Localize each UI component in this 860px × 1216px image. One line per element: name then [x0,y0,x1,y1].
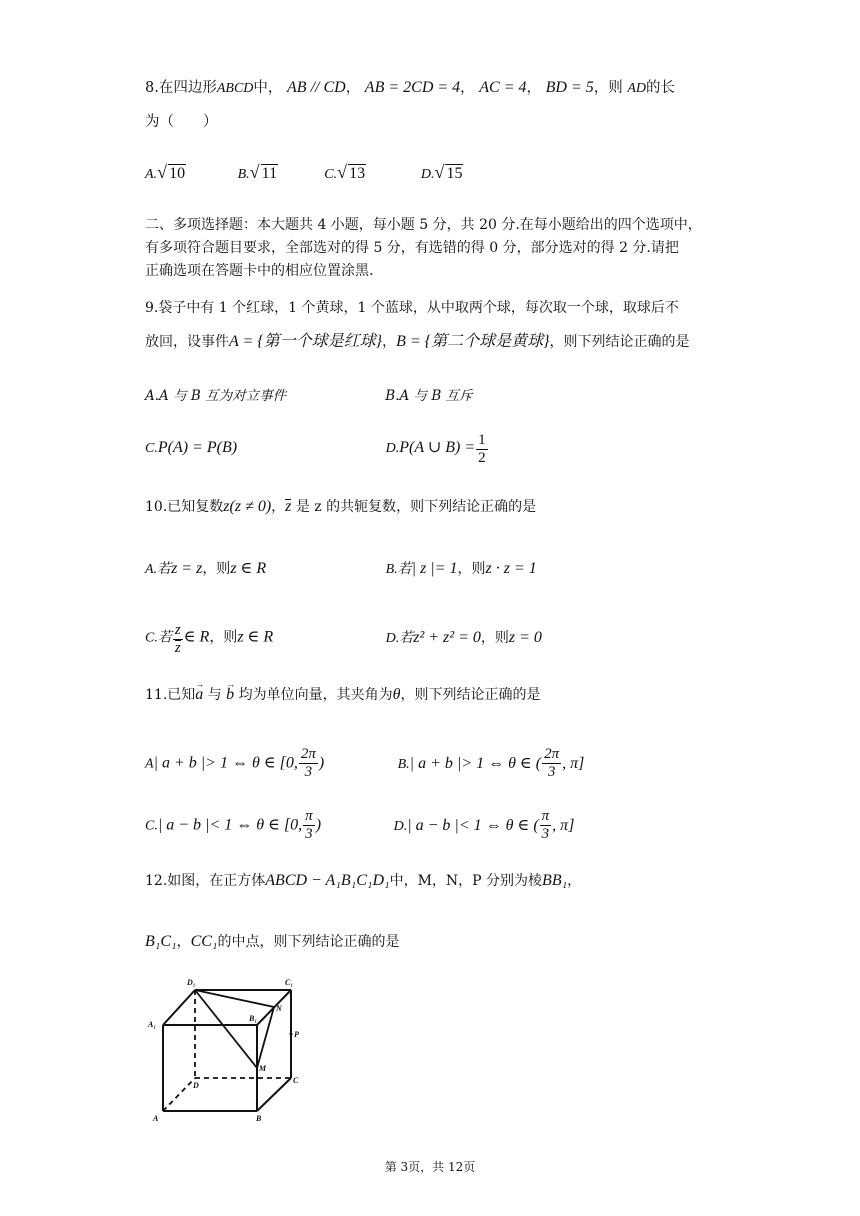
vector-a: a → [195,685,203,705]
q10-option-d-math: z² + z² = 0 [413,628,481,646]
cube-figure [145,975,310,1125]
q12-comma: ， [176,934,191,950]
q9-option-b-text: B.A 与 B 互斥 [385,388,473,404]
fraction-numerator: π [541,808,550,824]
fraction-denominator: 3 [547,764,556,780]
fraction-numerator: π [305,808,313,824]
q11-stem4: ，则下列结论正确的是 [400,687,541,703]
q12-stem2: 中，M，N，P 分别为棱 [389,873,543,889]
q9-option-c[interactable] [145,438,381,459]
q9-option-b[interactable] [385,388,472,404]
q10-option-c-result: z ∈ R [237,628,274,646]
fraction-numerator: 2π [300,746,316,762]
q11-option-b-label: B. [397,756,410,772]
q8-option-c-label: C. [324,167,338,182]
q9-event-a: A = {第一个球是红球} [229,333,383,350]
q8-option-c[interactable] [324,164,416,185]
q11-option-c-text: | a − b |< 1 ⇔ θ ∈ [0, [157,816,303,834]
q12-b1c1: B₁C₁ [145,933,177,950]
q10-option-d-then: ，则 [480,629,509,646]
label-d1: D₁ [187,978,196,987]
q12-cc1: CC₁ [190,933,218,950]
q12-bb1: BB₁ [542,872,568,889]
sqrt-symbol [339,164,366,184]
q11-stem2: 与 [207,687,222,703]
q10-option-c-fraction [173,622,183,657]
q8-option-a-value: 10 [169,165,186,182]
q10-option-a-result: z ∈ R [230,560,267,577]
label-b1: B₁ [249,1014,258,1023]
q11-option-c[interactable] [145,808,389,843]
q11-stem1: 11.已知 [145,687,196,703]
q11-option-b-end: , π] [562,754,585,772]
q10-option-b-label: B.若 [385,562,412,577]
q10-option-b[interactable] [386,561,537,577]
q11-option-d-end: , π] [552,816,575,834]
q9-option-d-fraction [476,432,488,467]
q10-option-a[interactable] [145,559,381,580]
q8-option-c-value: 13 [349,165,366,182]
label-m: M [259,1064,267,1073]
label-d: D [193,1081,199,1090]
q9-option-d[interactable] [385,432,489,466]
q11-options-row2 [145,808,574,843]
q8-line2: 为（ ） [145,114,218,130]
q11-options-row1 [145,746,584,781]
label-c: C [293,1076,299,1085]
edge-a1d1 [163,990,195,1025]
q8-option-b-value: 11 [261,165,278,182]
q8-cond2: AB = 2CD = 4 [364,79,461,96]
q9-line2a: 放回，设事件 [145,334,229,350]
q8-ad: AD [627,81,647,96]
q11-stem3: 均为单位向量，其夹角为 [238,687,393,703]
vector-b: b → [226,685,234,705]
label-a: A [153,1114,159,1123]
fraction-denominator: 3 [304,764,313,780]
section2-line2: 有多项符合题目要求，全部选对的得 5 分，有选错的得 0 分，部分选对的得 2 分.请把 [145,240,679,256]
edge-bc [257,1078,291,1111]
sqrt-symbol [159,164,186,184]
q8-ask2: 的长 [646,80,676,96]
q8-options [145,164,503,185]
q10-options-row1 [145,559,537,580]
q8-option-d[interactable] [421,164,503,185]
fraction-denominator: 2 [478,450,486,466]
q9-option-d-label: D. [385,440,400,456]
label-p: P [294,1030,299,1039]
q10-option-b-math: | z |= 1 [411,560,458,577]
q10-z: z(z ≠ 0) [223,498,272,515]
q11-option-c-label: C. [145,818,158,834]
q8-cond1: AB // CD [287,79,346,96]
q9-event-b: B = {第二个球是黄球} [396,333,550,350]
section2-line3: 正确选项在答题卡中的相应位置涂黑. [145,263,374,279]
label-b: B [256,1114,262,1123]
q10-option-a-math: z = z [171,560,203,577]
q10-zbar: z [285,498,292,515]
q10-options-row2 [145,620,542,655]
q12-line2 [145,932,399,952]
label-a1: A₁ [148,1020,157,1029]
fraction-numerator: 1 [478,432,486,448]
q8-line1: 8.在四边形ABCD中， AB // CD， AB = 2CD = 4， AC = 4， BD = 5，则 AD的长 [145,79,676,96]
q8-ask: ，则 [593,80,623,96]
q8-option-a[interactable] [145,164,233,185]
point-p [290,1033,293,1036]
q8-zh: 中， [253,80,283,96]
q10-option-a-then: ，则 [202,561,231,577]
q10-option-d-label: D.若 [385,630,414,646]
q11-option-d[interactable] [393,808,575,842]
q11-option-d-fraction [540,808,552,843]
q9-options-row1 [145,386,473,406]
q10-option-c[interactable] [145,620,381,655]
edge-ad-hidden [163,1078,195,1111]
sqrt-symbol [436,164,463,184]
label-n: N [276,1004,282,1013]
q10-option-c-label: C.若 [145,630,172,646]
sqrt-symbol [252,164,278,184]
q10-line1: 10.已知复数z(z ≠ 0)，z 是 z 的共轭复数，则下列结论正确的是 [145,498,537,515]
q12-cube: ABCD − A₁B₁C₁D₁ [265,872,390,889]
q8-cond3: AC = 4 [479,79,527,96]
q8-option-b-label: B. [237,167,250,182]
q8-option-a-label: A. [145,167,158,182]
q11-option-d-text: | a − b |< 1 ⇔ θ ∈ ( [407,816,539,834]
q8-cond4: BD = 5 [545,79,594,96]
q11-option-c-end: ) [315,816,322,834]
q8-quad: ABCD [216,81,254,96]
q11-option-c-fraction [303,808,315,843]
q8-stem: 8.在四边形 [145,80,217,96]
q10-stem2: 是 z 的共轭复数，则下列结论正确的是 [295,499,537,515]
q8-option-d-value: 15 [446,165,463,182]
q10-option-d[interactable] [386,630,542,646]
q9-option-a-text: A.A 与 B 互为对立事件 [145,388,287,404]
q10-option-b-then: ，则 [457,561,486,577]
q12-stem1: 12.如图，在正方体 [145,873,266,889]
q9-line2b: ，则下列结论正确的是 [549,334,690,350]
q8-option-d-label: D. [420,167,435,182]
q10-option-b-result: z · z = 1 [485,560,537,577]
page-footer: 第 3页，共 12页 [384,1160,476,1174]
q11-option-b-fraction [542,746,561,781]
fraction-numerator: 2π [544,746,560,762]
q9-option-a[interactable] [145,386,381,406]
q9-option-c-text: P(A) = P(B) [157,438,238,456]
q10-stem1: 10.已知复数 [145,499,224,515]
q10-option-d-result: z = 0 [508,628,542,646]
q12-line2-text: 的中点，则下列结论正确的是 [217,934,400,950]
q9-option-d-text: P(A ∪ B) = [399,438,476,456]
q9-options-row2 [145,430,489,465]
q10-option-c-in: ∈ R [183,628,210,646]
q10-option-a-label: A.若 [145,562,172,577]
q11-option-a-fraction [299,746,318,781]
q9-line1: 9.袋子中有 1 个红球，1 个黄球，1 个蓝球，从中取两个球，每次取一个球，取球后不 [145,300,679,316]
fraction-denominator: z [174,640,181,656]
q10-option-c-then: ，则 [209,629,238,646]
fraction-denominator: 3 [305,826,313,842]
q11-option-d-label: D. [393,818,408,834]
q11-option-a-label: A [145,756,154,772]
q9-option-c-label: C. [145,440,158,456]
q11-theta: θ [392,686,401,703]
q11-option-a[interactable] [145,746,393,781]
q11-option-a-text: | a + b |> 1 ⇔ θ ∈ [0, [153,754,298,772]
q11-option-a-end: ) [318,754,325,772]
q12-line1 [145,871,581,891]
q12-stem3: ， [567,873,582,889]
fraction-denominator: 3 [541,826,550,842]
fraction-numerator: z [174,622,181,638]
q8-option-b[interactable] [238,164,320,185]
q11-line1 [145,685,540,705]
label-c1: C₁ [285,978,294,987]
section2-line1: 二、多项选择题：本大题共 4 小题，每小题 5 分，共 20 分.在每小题给出的四个选项中， [145,217,702,233]
q9-line2: 放回，设事件A = {第一个球是红球}，B = {第二个球是黄球}，则下列结论正确的是 [145,333,690,350]
q11-option-b-text: | a + b |> 1 ⇔ θ ∈ ( [409,754,542,772]
